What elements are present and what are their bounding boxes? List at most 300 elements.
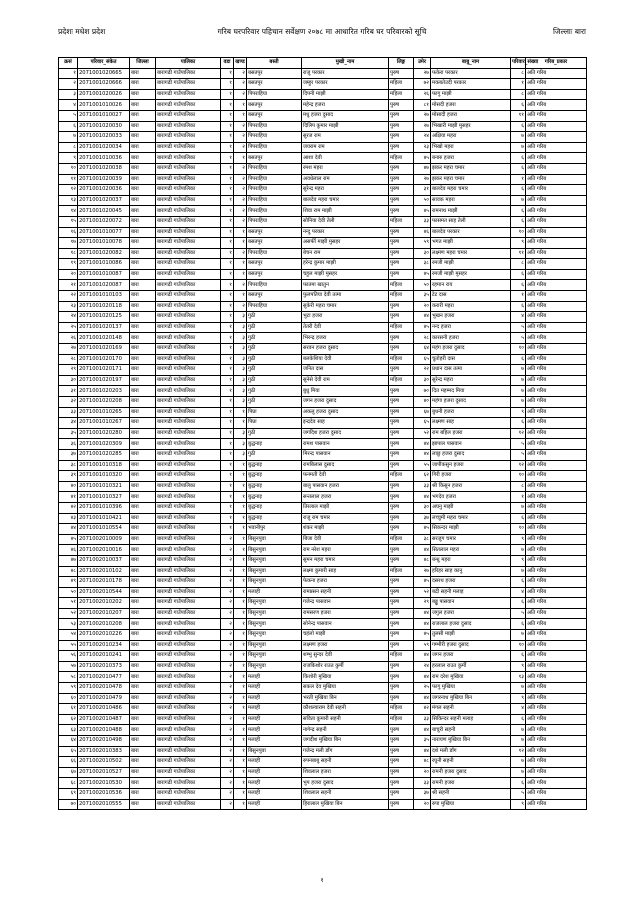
table-cell: पुरुष <box>389 407 414 418</box>
table-cell: अति गरिब <box>526 608 587 619</box>
table-cell: पुरुष <box>389 608 414 619</box>
table-row <box>59 248 587 259</box>
table-cell: बारागढी गाउँपालिका <box>156 301 221 312</box>
table-cell: ६ <box>511 185 526 196</box>
table-cell: पुरुष <box>389 555 414 566</box>
table-row <box>59 185 587 196</box>
table-cell: २४ <box>414 661 431 672</box>
table-cell: महिला <box>389 322 414 333</box>
table-cell: बारा <box>130 619 156 630</box>
table-cell: बारागढी गाउँपालिका <box>156 354 221 365</box>
table-cell: तेतरी देवी <box>302 322 389 333</box>
table-cell: ३ <box>234 365 247 376</box>
table-cell: १ <box>221 524 234 535</box>
table-cell: अति गरिब <box>526 672 587 683</box>
table-cell: रामबिलास दुसाद <box>302 460 389 471</box>
table-cell: बिसुनपुवा <box>247 640 302 651</box>
table-cell: ३३ <box>414 481 431 492</box>
table-cell: अति गरिब <box>526 492 587 503</box>
table-cell: मलाही <box>247 704 302 715</box>
table-cell: ७ <box>511 736 526 747</box>
table-cell: बारागढी गाउँपालिका <box>156 386 221 397</box>
table-cell: 2071001010321 <box>78 481 130 492</box>
table-cell: ४५ <box>414 153 431 164</box>
table-cell: सितलाल महरा <box>431 545 511 556</box>
table-cell: बालु पासवान हजरा <box>302 481 389 492</box>
table-cell: अति गरिब <box>526 577 587 588</box>
table-cell: 2071002010502 <box>78 757 130 768</box>
table-cell: बारा <box>130 79 156 90</box>
table-cell: बारा <box>130 291 156 302</box>
table-cell: मोसादी हजरा <box>431 110 511 121</box>
table-cell: 2071001010318 <box>78 460 130 471</box>
table-cell: बारागढी गाउँपालिका <box>156 248 221 259</box>
table-cell: ५२ <box>59 608 78 619</box>
table-cell: बिसुनपुवा <box>247 619 302 630</box>
table-cell: ५६ <box>59 651 78 662</box>
table-cell: पुरुष <box>389 365 414 376</box>
table-cell: राजलाल हजरा दुसाद <box>431 619 511 630</box>
table-cell: बारागढी गाउँपालिका <box>156 492 221 503</box>
table-cell: ४० <box>414 397 431 408</box>
table-row <box>59 767 587 778</box>
table-cell: चहंलो माझी <box>302 630 389 641</box>
table-cell: बारा <box>130 142 156 153</box>
table-cell: बारा <box>130 449 156 460</box>
table-cell: अति गरिब <box>526 725 587 736</box>
table-cell: 2071001010327 <box>78 492 130 503</box>
table-cell: बारा <box>130 714 156 725</box>
table-cell: पिपराहिया <box>247 163 302 174</box>
table-cell: ९ <box>511 534 526 545</box>
table-cell: पुरुष <box>389 174 414 185</box>
table-cell: १ <box>221 397 234 408</box>
table-cell: गुठी <box>247 375 302 386</box>
table-cell: बालदेव परकार <box>431 227 511 238</box>
table-cell: 2071001010554 <box>78 524 130 535</box>
table-cell: बारा <box>130 630 156 641</box>
table-cell: बन्धु महरा <box>431 555 511 566</box>
table-cell: अति गरिब <box>526 248 587 259</box>
table-cell: 2071002010527 <box>78 767 130 778</box>
table-cell: अति गरिब <box>526 397 587 408</box>
table-cell: बनारु हजरा <box>431 153 511 164</box>
table-cell: २ <box>234 79 247 90</box>
table-cell: १ <box>221 439 234 450</box>
table-cell: आशा देवी <box>302 153 389 164</box>
table-cell: बारागढी गाउँपालिका <box>156 110 221 121</box>
table-cell: ७२ <box>414 79 431 90</box>
table-row <box>59 269 587 280</box>
table-cell: झकर महरा चमार <box>431 163 511 174</box>
table-cell: ७ <box>511 195 526 206</box>
table-cell: २ <box>221 767 234 778</box>
table-cell: अति गरिब <box>526 301 587 312</box>
table-cell: अति गरिब <box>526 132 587 143</box>
table-cell: महिला <box>389 534 414 545</box>
table-cell: ४५ <box>414 577 431 588</box>
table-cell: महेन्द्र हजरा <box>302 100 389 111</box>
table-cell: २८ <box>59 354 78 365</box>
table-cell: लाछु हजरा दुसाद <box>431 449 511 460</box>
table-cell: फागु मुखिया <box>431 683 511 694</box>
table-cell: मलाही <box>247 736 302 747</box>
table-cell: १ <box>234 577 247 588</box>
table-cell: २ <box>221 746 234 757</box>
table-cell: पुरुष <box>389 598 414 609</box>
table-cell: ३ <box>234 322 247 333</box>
table-cell: रामप्रसन सहनी <box>302 587 389 598</box>
table-cell: ११ <box>511 248 526 259</box>
table-cell: १ <box>221 428 234 439</box>
table-cell: १ <box>221 460 234 471</box>
table-row <box>59 100 587 111</box>
table-cell: बारा <box>130 89 156 100</box>
table-cell: १५ <box>59 216 78 227</box>
table-cell: १ <box>511 174 526 185</box>
column-header: पालिका <box>156 58 221 69</box>
table-cell: २९ <box>414 598 431 609</box>
table-cell: २ <box>221 619 234 630</box>
table-cell: १ <box>234 619 247 630</box>
table-cell: बारा <box>130 566 156 577</box>
table-cell: ९ <box>511 661 526 672</box>
table-cell: बारागढी गाउँपालिका <box>156 89 221 100</box>
table-cell: २ <box>221 534 234 545</box>
table-cell: बारा <box>130 492 156 503</box>
table-cell: बारागढी गाउँपालिका <box>156 397 221 408</box>
table-cell: २१ <box>59 280 78 291</box>
district-label: जिल्लाः बारा <box>552 27 586 36</box>
table-cell: सुमन महरा चमार <box>302 555 389 566</box>
table-cell: अति गरिब <box>526 693 587 704</box>
table-cell: बसतपुर <box>247 259 302 270</box>
table-row <box>59 746 587 757</box>
table-row <box>59 502 587 513</box>
table-cell: ७ <box>511 365 526 376</box>
table-row <box>59 428 587 439</box>
table-cell: ४४ <box>414 672 431 683</box>
table-cell: २ <box>234 248 247 259</box>
table-cell: बारा <box>130 693 156 704</box>
table-cell: २२ <box>59 291 78 302</box>
table-row <box>59 683 587 694</box>
table-cell: अति गरिब <box>526 89 587 100</box>
table-row <box>59 661 587 672</box>
table-cell: १ <box>234 736 247 747</box>
table-cell: बारा <box>130 799 156 810</box>
column-header: परिवार_संकेत <box>78 58 130 69</box>
table-cell: ७ <box>59 132 78 143</box>
table-cell: ६२ <box>414 471 431 482</box>
table-cell: अति गरिब <box>526 661 587 672</box>
column-header: बाबु_नाम <box>431 58 511 69</box>
table-cell: २ <box>221 566 234 577</box>
table-cell: बुद्धनाइ <box>247 502 302 513</box>
table-cell: १ <box>221 100 234 111</box>
table-cell: बारागढी गाउँपालिका <box>156 195 221 206</box>
table-cell: सिकिन्दर सहनी मलाह <box>431 714 511 725</box>
table-cell: ७ <box>511 132 526 143</box>
table-cell: पुरुष <box>389 259 414 270</box>
table-cell: अघनु माझी <box>431 502 511 513</box>
table-cell: 2071001010320 <box>78 471 130 482</box>
table-cell: १ <box>234 524 247 535</box>
table-cell: १२ <box>59 185 78 196</box>
table-cell: पुरुष <box>389 100 414 111</box>
table-cell: जगरनाथ मुखिया बिन <box>431 693 511 704</box>
table-cell: ६६ <box>59 757 78 768</box>
table-cell: १ <box>234 110 247 121</box>
table-cell: 2071002010102 <box>78 566 130 577</box>
table-cell: अति गरिब <box>526 344 587 355</box>
table-row <box>59 788 587 799</box>
page-header <box>58 27 586 41</box>
table-cell: पुरुष <box>389 386 414 397</box>
table-cell: बारा <box>130 386 156 397</box>
table-row <box>59 174 587 185</box>
table-cell: ५३ <box>59 619 78 630</box>
table-cell: १ <box>221 291 234 302</box>
table-cell: अति गरिब <box>526 449 587 460</box>
table-cell: २३ <box>59 301 78 312</box>
table-cell: पुरुष <box>389 524 414 535</box>
table-cell: दित महम्मद मिया <box>431 386 511 397</box>
table-cell: ४४ <box>414 312 431 323</box>
table-cell: बारागढी गाउँपालिका <box>156 428 221 439</box>
table-cell: ३ <box>234 354 247 365</box>
table-cell: बारा <box>130 206 156 217</box>
table-cell: २ <box>221 778 234 789</box>
table-cell: बारा <box>130 788 156 799</box>
table-cell: रघुनी सहनी <box>431 757 511 768</box>
table-cell: २५ <box>59 322 78 333</box>
table-cell: अति गरिब <box>526 227 587 238</box>
column-header: गरिब_प्रकार <box>526 58 587 69</box>
table-cell: १ <box>221 216 234 227</box>
table-cell: अति गरिब <box>526 238 587 249</box>
table-cell: ८ <box>511 89 526 100</box>
table-cell: 2071002010178 <box>78 577 130 588</box>
table-row <box>59 725 587 736</box>
table-cell: ५२ <box>414 428 431 439</box>
table-cell: भुप हजरा दुसाद <box>302 778 389 789</box>
table-cell: पुरुष <box>389 640 414 651</box>
table-cell: बारागढी गाउँपालिका <box>156 630 221 641</box>
table-cell: १ <box>221 513 234 524</box>
table-cell: २ <box>221 693 234 704</box>
table-cell: फासमत साह तेली <box>431 216 511 227</box>
table-cell: २७ <box>414 121 431 132</box>
table-cell: ६ <box>511 163 526 174</box>
table-cell: ६ <box>511 354 526 365</box>
table-cell: बारागढी गाउँपालिका <box>156 778 221 789</box>
table-cell: बारागढी गाउँपालिका <box>156 174 221 185</box>
table-cell: भुटा हजरा <box>302 312 389 323</box>
table-cell: २ <box>221 704 234 715</box>
table-row <box>59 799 587 810</box>
table-cell: पिपराहिया <box>247 185 302 196</box>
table-cell: २ <box>234 301 247 312</box>
table-cell: पुरुष <box>389 68 414 79</box>
table-cell: ३ <box>234 344 247 355</box>
table-cell: पुरुष <box>389 248 414 259</box>
table-cell: ४७ <box>59 555 78 566</box>
table-cell: बारा <box>130 132 156 143</box>
table-cell: बारागढी गाउँपालिका <box>156 312 221 323</box>
table-cell: पिपराहिया <box>247 195 302 206</box>
table-cell: ४१ <box>59 492 78 503</box>
table-cell: बारा <box>130 598 156 609</box>
table-row <box>59 322 587 333</box>
table-cell: अति गरिब <box>526 534 587 545</box>
table-cell: 2071002010202 <box>78 598 130 609</box>
table-cell: बारा <box>130 163 156 174</box>
table-cell: ५७ <box>59 661 78 672</box>
table-cell: १ <box>221 471 234 482</box>
column-header: लिङ्ग <box>389 58 414 69</box>
table-cell: बारागढी गाउँपालिका <box>156 206 221 217</box>
table-cell: पुरुष <box>389 439 414 450</box>
table-cell: १ <box>234 555 247 566</box>
table-row <box>59 449 587 460</box>
table-cell: बारा <box>130 121 156 132</box>
table-row <box>59 524 587 535</box>
table-cell: ४ <box>511 704 526 715</box>
table-cell: बारागढी गाउँपालिका <box>156 259 221 270</box>
table-cell: बसतपुर <box>247 79 302 90</box>
table-cell: अति गरिब <box>526 153 587 164</box>
table-cell: पुरुष <box>389 778 414 789</box>
table-cell: बारा <box>130 481 156 492</box>
table-cell: अति गरिब <box>526 206 587 217</box>
table-cell: १ <box>234 693 247 704</box>
table-cell: बारागढी गाउँपालिका <box>156 153 221 164</box>
table-cell: २७ <box>414 68 431 79</box>
table-cell: १९ <box>59 259 78 270</box>
table-cell: बारागढी गाउँपालिका <box>156 587 221 598</box>
table-cell: मलाही <box>247 672 302 683</box>
table-cell: बालदेव महरा चमार <box>302 195 389 206</box>
table-cell: शिवा राम माझी <box>302 206 389 217</box>
table-cell: १ <box>234 799 247 810</box>
table-cell: अति गरिब <box>526 439 587 450</box>
table-cell: पुरुष <box>389 238 414 249</box>
table-cell: अति गरिब <box>526 269 587 280</box>
table-cell: बारागढी गाउँपालिका <box>156 471 221 482</box>
table-cell: २४ <box>414 132 431 143</box>
table-cell: ६० <box>59 693 78 704</box>
table-cell: ३५ <box>414 291 431 302</box>
table-cell: पुरुष <box>389 502 414 513</box>
column-header: बस्ती <box>247 58 302 69</box>
table-cell: ६१ <box>59 704 78 715</box>
table-cell: अवधेलाल राम <box>302 174 389 185</box>
table-cell: २ <box>221 598 234 609</box>
table-cell: भिखारी माझी मुसहर <box>431 121 511 132</box>
table-cell: पिपराहिया <box>247 248 302 259</box>
table-cell: ७० <box>59 799 78 810</box>
table-cell: ६ <box>59 121 78 132</box>
table-cell: १२ <box>511 746 526 757</box>
table-cell: ४४ <box>414 439 431 450</box>
table-row <box>59 736 587 747</box>
table-cell: अति गरिब <box>526 767 587 778</box>
table-cell: पुरुष <box>389 693 414 704</box>
table-cell: भगदेव हजरा <box>431 492 511 503</box>
table-cell: अति गरिब <box>526 778 587 789</box>
table-cell: महंग हजरा दुसाद <box>431 344 511 355</box>
table-cell: ९ <box>59 153 78 164</box>
table-cell: बारागढी गाउँपालिका <box>156 534 221 545</box>
table-cell: २२ <box>414 365 431 376</box>
table-cell: बारागढी गाउँपालिका <box>156 322 221 333</box>
table-cell: फागु माझी <box>431 89 511 100</box>
table-cell: १ <box>234 788 247 799</box>
table-cell: महिला <box>389 89 414 100</box>
table-cell: बालदेव महरा चमार <box>431 185 511 196</box>
table-cell: हरलाल राउत कुर्मी <box>431 661 511 672</box>
table-cell: 2071001010103 <box>78 291 130 302</box>
table-cell: 2071001010087 <box>78 269 130 280</box>
table-cell: 2071001020026 <box>78 89 130 100</box>
table-cell: बारागढी गाउँपालिका <box>156 767 221 778</box>
table-cell: हिरालाल मुखिया बिन <box>302 799 389 810</box>
table-row <box>59 577 587 588</box>
table-cell: बारा <box>130 672 156 683</box>
table-row <box>59 68 587 79</box>
table-cell: 2071001020039 <box>78 174 130 185</box>
table-cell: 2071001020309 <box>78 439 130 450</box>
table-row <box>59 608 587 619</box>
table-cell: अति गरिब <box>526 502 587 513</box>
table-cell: 2071001020169 <box>78 344 130 355</box>
table-cell: बारा <box>130 280 156 291</box>
table-cell: ३ <box>234 428 247 439</box>
table-cell: २ <box>221 757 234 768</box>
table-cell: पिपराहिया <box>247 121 302 132</box>
table-cell: पुरुष <box>389 333 414 344</box>
table-cell: चुतोहरी दास <box>431 354 511 365</box>
table-cell: पिपराहिया <box>247 280 302 291</box>
table-cell: अति गरिब <box>526 110 587 121</box>
table-cell: भवानीपुर <box>247 524 302 535</box>
table-cell: बारागढी गाउँपालिका <box>156 100 221 111</box>
table-cell: १० <box>511 640 526 651</box>
table-cell: बिसुनपुवा <box>247 545 302 556</box>
table-cell: १ <box>234 481 247 492</box>
table-cell: १ <box>234 725 247 736</box>
table-cell: पुरुष <box>389 725 414 736</box>
table-cell: गुठी <box>247 312 302 323</box>
table-cell: ४४ <box>414 619 431 630</box>
table-cell: बारा <box>130 216 156 227</box>
table-cell: ५ <box>511 449 526 460</box>
table-cell: १ <box>221 333 234 344</box>
table-cell: ४८ <box>59 566 78 577</box>
table-cell: पुरुष <box>389 492 414 503</box>
table-cell: 2071001020203 <box>78 386 130 397</box>
table-cell: पुरुष <box>389 206 414 217</box>
table-cell: बिसुनपुवा <box>247 651 302 662</box>
table-cell: बारागढी गाउँपालिका <box>156 640 221 651</box>
table-cell: गिरी हजरा <box>431 471 511 482</box>
table-cell: १ <box>234 661 247 672</box>
table-cell: फेकना हजरा <box>302 577 389 588</box>
table-cell: २ <box>234 206 247 217</box>
table-cell: बारागढी गाउँपालिका <box>156 344 221 355</box>
table-cell: 2071001010078 <box>78 238 130 249</box>
